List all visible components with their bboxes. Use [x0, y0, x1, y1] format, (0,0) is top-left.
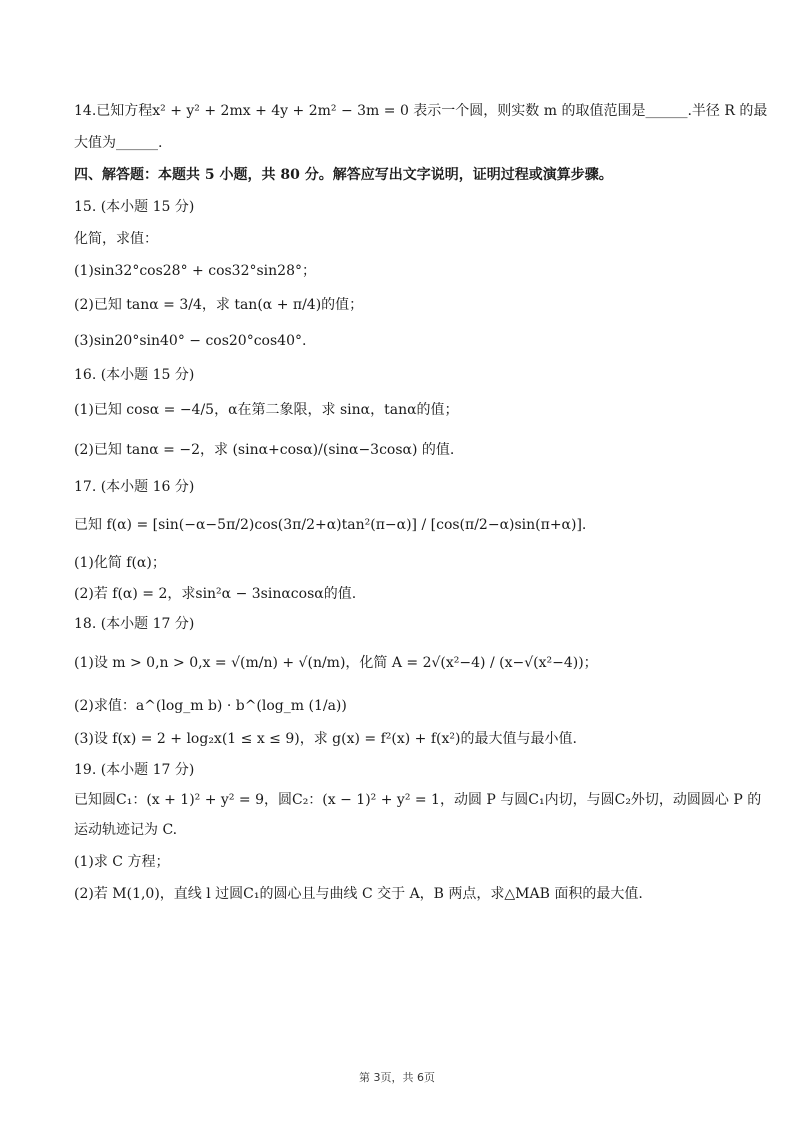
q18-part-1: (1)设 m > 0,n > 0,x = √(m/n) + √(n/m)，化简 A = 2√(x²−4) / (x−√(x²−4))； [74, 655, 598, 671]
q15-part-1: (1)sin32°cos28° + cos32°sin28°； [74, 263, 316, 279]
q19-line-1: 已知圆C₁：(x + 1)² + y² = 9，圆C₂：(x − 1)² + y² = 1，动圆 P 与圆C₁内切，与圆C₂外切，动圆圆心 P 的 [74, 792, 762, 808]
q15-intro: 化简，求值： [74, 231, 158, 247]
q15-part-3: (3)sin20°sin40° − cos20°cos40°. [74, 333, 307, 349]
q19-part-2: (2)若 M(1,0)，直线 l 过圆C₁的圆心且与曲线 C 交于 A，B 两点，求△MAB 面积的最大值. [74, 886, 643, 902]
page-footer: 第 3页，共 6页 [359, 1071, 435, 1084]
q15-part-2: (2)已知 tanα = 3/4，求 tan(α + π/4)的值； [74, 297, 364, 313]
q18-part-3: (3)设 f(x) = 2 + log₂x(1 ≤ x ≤ 9)，求 g(x) = f²(x) + f(x²)的最大值与最小值. [74, 731, 577, 747]
q16-part-1: (1)已知 cosα = −4/5，α在第二象限，求 sinα，tanα的值； [74, 402, 459, 418]
q18-heading: 18. (本小题 17 分) [74, 616, 195, 632]
q14-line-2: 大值为______. [74, 135, 163, 151]
q17-heading: 17. (本小题 16 分) [74, 479, 195, 495]
q16-part-2: (2)已知 tanα = −2，求 (sinα+cosα)/(sinα−3cosα) 的值. [74, 442, 455, 458]
q14-line-1: 14.已知方程x² + y² + 2mx + 4y + 2m² − 3m = 0 表示一个圆，则实数 m 的取值范围是______.半径 R 的最 [74, 103, 768, 119]
section-heading: 四、解答题：本题共 5 小题，共 80 分。解答应写出文字说明，证明过程或演算步骤。 [74, 167, 613, 183]
q19-heading: 19. (本小题 17 分) [74, 762, 195, 778]
q16-heading: 16. (本小题 15 分) [74, 367, 195, 383]
q17-part-1: (1)化简 f(α)； [74, 555, 166, 571]
q19-part-1: (1)求 C 方程； [74, 854, 170, 870]
q18-part-2: (2)求值：a^(log_m b) · b^(log_m (1/a)) [74, 698, 347, 714]
q15-heading: 15. (本小题 15 分) [74, 199, 195, 215]
q17-definition: 已知 f(α) = [sin(−α−5π/2)cos(3π/2+α)tan²(π−α)] / [cos(π/2−α)sin(π+α)]. [74, 517, 587, 533]
q17-part-2: (2)若 f(α) = 2，求sin²α − 3sinαcosα的值. [74, 586, 357, 602]
q19-line-2: 运动轨迹记为 C. [74, 822, 178, 838]
